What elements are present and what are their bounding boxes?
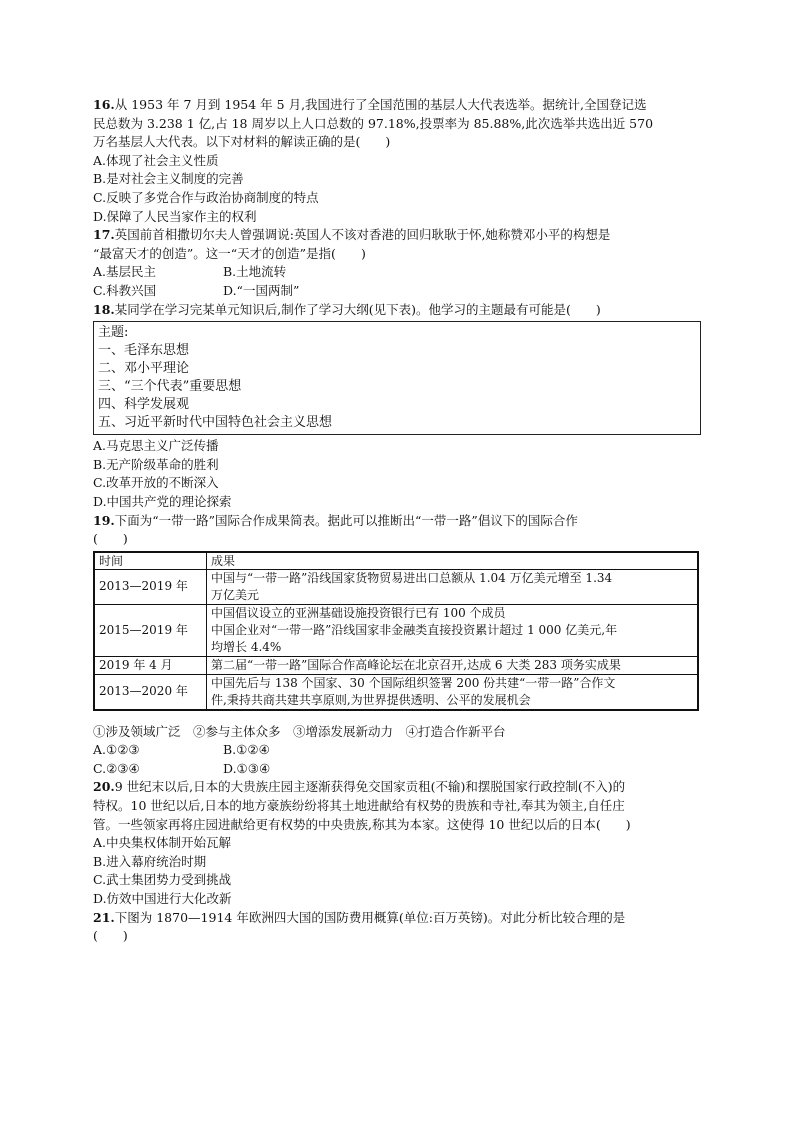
- question-stem-line: 万名基层人大代表。以下对材料的解读正确的是( ): [93, 134, 391, 150]
- option-c[interactable]: C.武士集团势力受到挑战: [93, 872, 232, 888]
- question-20: [93, 778, 701, 908]
- question-stem: 17.英国前首相撒切尔夫人曾强调说:英国人不该对香港的回归耿耿于怀,她称赞邓小平的构想是: [93, 227, 611, 243]
- table-header-row: [94, 552, 698, 570]
- question-18: [93, 301, 701, 512]
- outline-item: 五、习近平新时代中国特色社会主义思想: [98, 415, 333, 431]
- table-cell-period: 2019 年 4 月: [94, 656, 207, 674]
- option-a[interactable]: A.①②③: [93, 742, 140, 758]
- option-d[interactable]: D.仿效中国进行大化改新: [93, 891, 232, 907]
- option-row: [93, 760, 701, 779]
- option-c[interactable]: C.科教兴国: [93, 282, 157, 298]
- option-d[interactable]: D.①③④: [223, 760, 271, 776]
- question-stem-line: “最富天才的创造”。这一“天才的创造”是指( ): [93, 245, 366, 261]
- question-stem-line: ( ): [93, 531, 128, 547]
- question-number: 17.: [93, 227, 115, 243]
- question-16: [93, 96, 701, 226]
- option-a[interactable]: A.马克思主义广泛传播: [93, 438, 219, 454]
- question-21: [93, 909, 701, 946]
- question-stem: 16.从 1953 年 7 月到 1954 年 5 月,我国进行了全国范围的基层人大代表选举。据统计,全国登记选: [93, 97, 647, 112]
- option-c[interactable]: C.反映了多党合作与政治协商制度的特点: [93, 189, 319, 205]
- option-c[interactable]: C.改革开放的不断深入: [93, 475, 219, 491]
- option-d[interactable]: D.中国共产党的理论探索: [93, 493, 232, 509]
- outline-item: 四、科学发展观: [98, 397, 190, 413]
- option-a[interactable]: A.体现了社会主义性质: [93, 152, 219, 168]
- outline-item: 二、邓小平理论: [98, 361, 190, 377]
- option-b[interactable]: B.无产阶级革命的胜利: [93, 456, 219, 472]
- question-stem: 20.9 世纪末以后,日本的大贵族庄园主逐渐获得免交国家贡租(不输)和摆脱国家行政控制(不入)的: [93, 779, 626, 795]
- results-table: [93, 551, 699, 711]
- outline-item: 三、“三个代表”重要思想: [98, 379, 242, 395]
- exam-page: [93, 96, 701, 946]
- outline-item: 一、毛泽东思想: [98, 343, 190, 359]
- option-b[interactable]: B.进入幕府统治时期: [93, 853, 207, 869]
- table-cell-result: 第二届“一带一路”国际合作高峰论坛在北京召开,达成 6 大类 283 项务实成果: [207, 656, 699, 674]
- question-stem: 19.下面为“一带一路”国际合作成果简表。据此可以推断出“一带一路”倡议下的国际合作: [93, 512, 578, 528]
- question-19: [93, 512, 701, 779]
- option-c[interactable]: C.②③④: [93, 760, 140, 776]
- question-number: 19.: [93, 512, 115, 528]
- table-cell-period: 2013—2019 年: [94, 569, 207, 604]
- question-number: 16.: [93, 97, 115, 112]
- option-row: [93, 282, 701, 301]
- question-number: 18.: [93, 301, 115, 317]
- table-cell-result: 中国倡议设立的亚洲基础设施投资银行已有 100 个成员 中国企业对“一带一路”沿线国家非金融类直接投资累计超过 1 000 亿美元,年 均增长 4.4%: [207, 604, 699, 656]
- option-a[interactable]: A.中央集权体制开始瓦解: [93, 835, 232, 851]
- option-a[interactable]: A.基层民主: [93, 264, 157, 280]
- table-row: [94, 656, 698, 674]
- outline-title: 主题:: [98, 325, 129, 341]
- option-row: [93, 263, 701, 282]
- question-stem-line: ( ): [93, 928, 128, 944]
- table-row: [94, 569, 698, 604]
- table-row: [94, 674, 698, 710]
- table-cell-period: 2013—2020 年: [94, 674, 207, 710]
- question-number: 21.: [93, 909, 115, 925]
- option-row: [93, 741, 701, 760]
- option-d[interactable]: D.“一国两制”: [223, 282, 300, 298]
- table-row: [94, 604, 698, 656]
- question-stem-line: 民总数为 3.238 1 亿,占 18 周岁以上人口总数的 97.18%,投票率为 85.88%,此次选举共选出近 570: [93, 115, 654, 131]
- table-header-result: 成果: [207, 552, 699, 570]
- table-cell-result: 中国先后与 138 个国家、30 个国际组织签署 200 份共建“一带一路”合作文 件,秉持共商共建共享原则,为世界提供透明、公平的发展机会: [207, 674, 699, 710]
- option-b[interactable]: B.①②④: [223, 742, 270, 758]
- statements-line: ①涉及领域广泛 ②参与主体众多 ③增添发展新动力 ④打造合作新平台: [93, 723, 506, 739]
- option-d[interactable]: D.保障了人民当家作主的权利: [93, 208, 257, 224]
- table-cell-result: 中国与“一带一路”沿线国家货物贸易进出口总额从 1.04 万亿美元增至 1.34 万亿美元: [207, 569, 699, 604]
- table-cell-period: 2015—2019 年: [94, 604, 207, 656]
- question-stem-line: 特权。10 世纪以后,日本的地方豪族纷纷将其土地进献给有权势的贵族和寺社,奉其为领主,自任庄: [93, 798, 625, 814]
- question-number: 20.: [93, 779, 115, 795]
- option-b[interactable]: B.土地流转: [223, 264, 287, 280]
- study-outline-box: [93, 321, 701, 435]
- question-17: [93, 226, 701, 300]
- question-stem-line: 管。一些领家再将庄园进献给更有权势的中央贵族,称其为本家。这使得 10 世纪以后的日本( ): [93, 816, 631, 832]
- question-stem: 18.某同学在学习完某单元知识后,制作了学习大纲(见下表)。他学习的主题最有可能是( ): [93, 301, 601, 317]
- table-header-period: 时间: [94, 552, 207, 570]
- option-b[interactable]: B.是对社会主义制度的完善: [93, 171, 244, 187]
- question-stem: 21.下图为 1870—1914 年欧洲四大国的国防费用概算(单位:百万英镑)。对此分析比较合理的是: [93, 909, 626, 925]
